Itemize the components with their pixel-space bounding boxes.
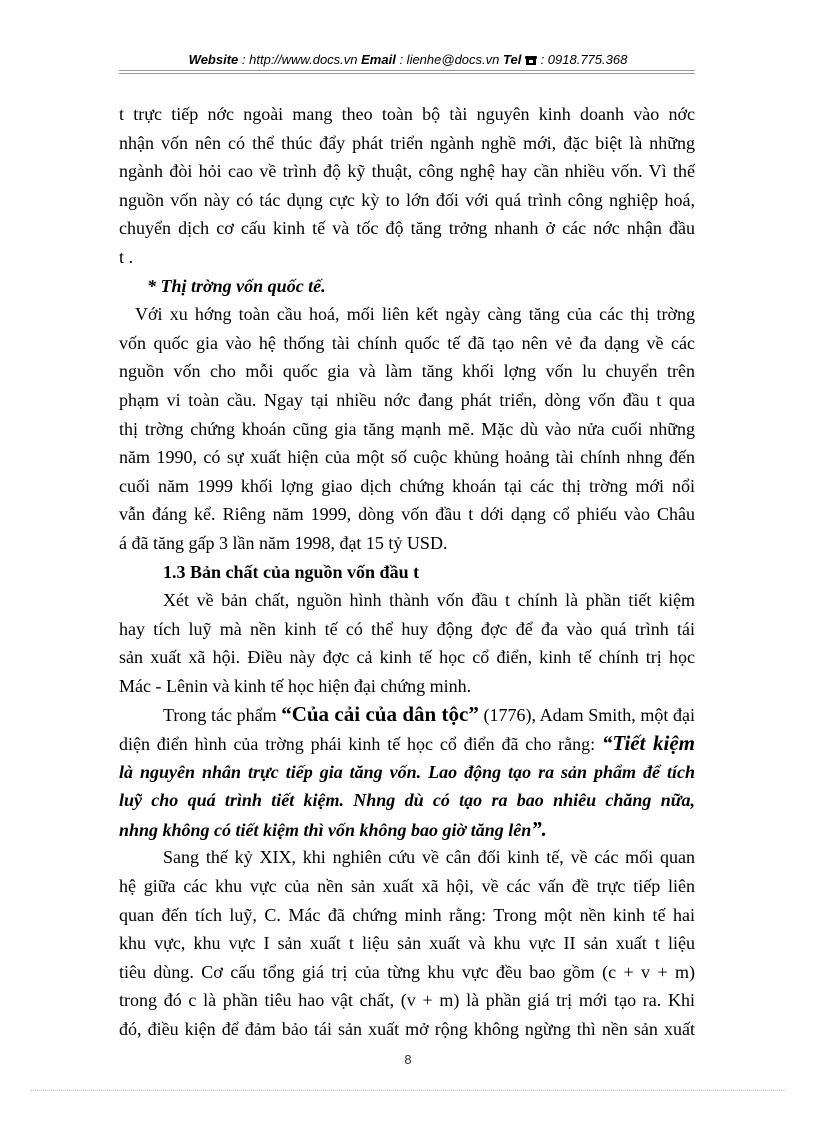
text-line: Sang thế kỷ XIX, khi nghiên cứu về cân đối kinh tế, về các mối quan xyxy=(163,847,695,868)
text-span: diện điển hình của trờng phái kinh tế học cổ điển đã cho rằng: xyxy=(119,734,602,755)
book-title: “Của cải của dân tộc” xyxy=(281,702,479,727)
section-heading-1-3: 1.3 Bản chất của nguồn vốn đầu t xyxy=(163,561,420,582)
text-line: sản xuất xã hội. Điều này đợc cả kinh tế học cổ điển, kinh tế chính trị học xyxy=(119,647,695,668)
page-header xyxy=(0,52,816,67)
text-line: thị trờng chứng khoán cũng gia tăng mạnh mẽ. Mặc dù vào nửa cuối những xyxy=(119,418,695,439)
email-label: Email xyxy=(361,52,396,67)
text-span: Trong tác phẩm xyxy=(163,705,282,726)
text-line: Với xu hớng toàn cầu hoá, mối liên kết ngày càng tăng của các thị trờng xyxy=(135,304,695,325)
quote-line: là nguyên nhân trực tiếp gia tăng vốn. Lao động tạo ra sản phẩm để tích xyxy=(119,761,695,782)
text-line: Xét về bản chất, nguồn hình thành vốn đầu t chính là phần tiết kiệm xyxy=(163,590,695,611)
text-line: quan đến tích luỹ, C. Mác đã chứng minh rằng: Trong một nền kinh tế hai xyxy=(119,904,695,925)
text-line: phạm vi toàn cầu. Ngay tại nhiều nớc đang phát triển, dòng vốn đầu t qua xyxy=(119,389,695,410)
section-heading-international-capital-market: * Thị trờng vốn quốc tế. xyxy=(147,275,326,296)
tel-value: : 0918.775.368 xyxy=(540,52,628,67)
text-line: tiêu dùng. Cơ cấu tổng giá trị của từng khu vực đều bao gồm (c + v + m) xyxy=(119,961,695,982)
text-line: hệ giữa các khu vực của nền sản xuất xã hội, về các vấn đề trực tiếp liên xyxy=(119,876,695,897)
quote-start: “Tiết kiệm xyxy=(601,731,695,756)
text-line: ngành đòi hỏi cao về trình độ kỹ thuật, công nghệ hay cần nhiều vốn. Vì thế xyxy=(119,161,695,182)
text-line: cuối năm 1999 khối lợng giao dịch chứng khoán tại các thị trờng mới nổi xyxy=(119,475,695,496)
header-divider-2 xyxy=(119,73,695,74)
text-line: năm 1990, có sự xuất hiện của một số cuộc khủng hoảng tài chính nhng đến xyxy=(119,447,695,468)
text-line: t trực tiếp nớc ngoài mang theo toàn bộ tài nguyên kinh doanh vào nớc xyxy=(119,104,695,124)
website-label: Website xyxy=(188,52,239,67)
text-line: nhận vốn nên có thể thúc đẩy phát triển ngành nghề mới, đặc biệt là những xyxy=(119,132,695,153)
text-line: khu vực, khu vực I sản xuất t liệu sản xuất và khu vực II sản xuất t liệu xyxy=(119,933,695,954)
page-number: 8 xyxy=(404,1052,412,1067)
page-bottom-divider xyxy=(30,1090,786,1091)
text-line: á đã tăng gấp 3 lần năm 1998, đạt 15 tỷ USD. xyxy=(119,532,448,553)
text-span: nhng không có tiết kiệm thì vốn không bao giờ tăng lên xyxy=(119,819,532,840)
text-line: vẫn đáng kể. Riêng năm 1999, dòng vốn đầu t dới dạng cổ phiếu vào Châu xyxy=(119,504,695,525)
text-line: nguồn vốn này có tác dụng cực kỳ to lớn đối với quá trình công nghiệp hoá, xyxy=(119,189,695,210)
text-line: Mác - Lênin và kinh tế học hiện đại chứng minh. xyxy=(119,675,472,696)
header-divider xyxy=(119,70,695,71)
document-body xyxy=(119,100,695,1044)
text-line xyxy=(119,700,695,729)
phone-icon xyxy=(525,55,537,65)
text-line: trong đó c là phần tiêu hao vật chất, (v + m) là phần giá trị mới tạo ra. Khi xyxy=(119,990,695,1011)
quote-line xyxy=(119,815,695,844)
text-line: vốn quốc gia vào hệ thống tài chính quốc tế đã tạo nên vẻ đa dạng về các xyxy=(119,332,695,353)
website-url[interactable]: : http://www.docs.vn xyxy=(241,52,358,67)
text-line: chuyển dịch cơ cấu kinh tế và tốc độ tăng trởng nhanh ở các nớc nhận đầu xyxy=(119,218,695,239)
text-line: hay tích luỹ mà nền kinh tế có thể huy động đợc để đa vào quá trình tái xyxy=(119,618,695,639)
quote-line: luỹ cho quá trình tiết kiệm. Nhng dù có tạo ra bao nhiêu chăng nữa, xyxy=(119,790,695,811)
email-value[interactable]: : lienhe@docs.vn xyxy=(399,52,500,67)
quote-end: ”. xyxy=(531,816,547,841)
text-line: đó, điều kiện để đảm bảo tái sản xuất mở rộng không ngừng thì nền sản xuất xyxy=(119,1019,695,1039)
text-line xyxy=(119,729,695,758)
text-line: t . xyxy=(119,246,134,267)
tel-label: Tel xyxy=(503,52,522,67)
text-line: nguồn vốn cho mỗi quốc gia và làm tăng khối lợng vốn lu chuyển trên xyxy=(119,361,695,382)
text-span: (1776), Adam Smith, một đại xyxy=(478,705,695,726)
